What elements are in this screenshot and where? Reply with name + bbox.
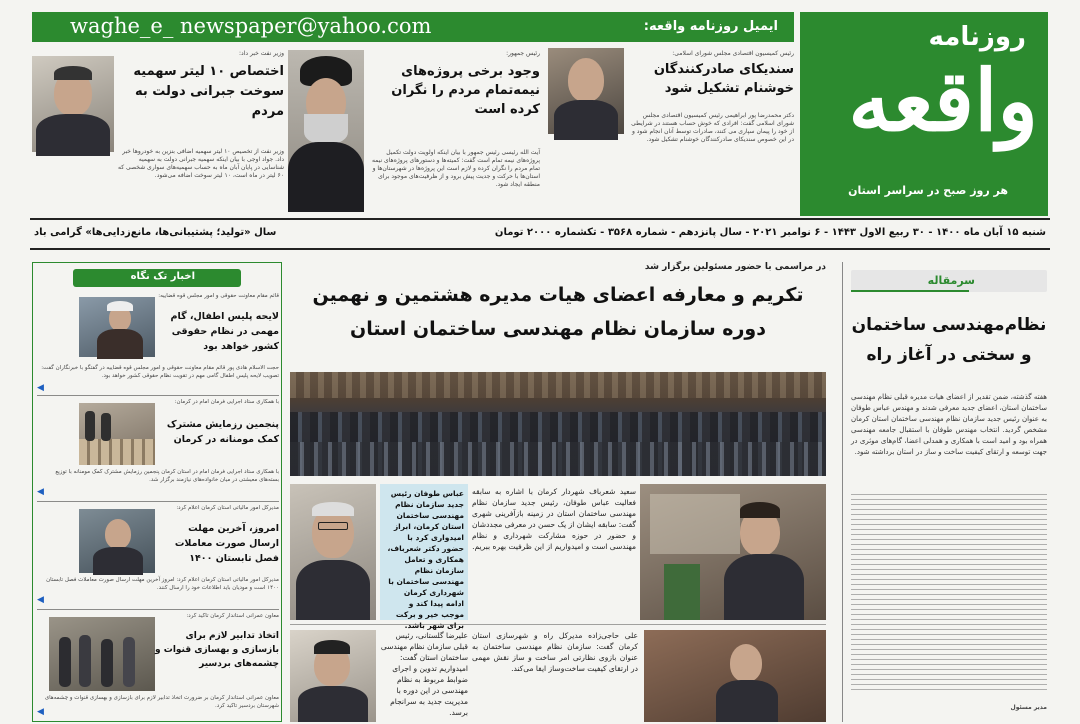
sidebar-divider-1 bbox=[37, 395, 279, 396]
sidebar-item-1-headline[interactable]: لایحه پلیس اطفال، گام مهمی در نظام حقوقی کشور خواهد بود bbox=[170, 311, 279, 352]
email-label: ایمیل روزنامه واقعه: bbox=[643, 19, 778, 34]
sidebar-item-3-body: مدیرکل امور مالیاتی استان کرمان اعلام کرد: امروز آخرین مهلت ارسال صورت معاملات فصل تابستان ۱۴۰۰ است و مودیان باید اطلاعات خود را ارسال کنند. bbox=[46, 577, 279, 591]
sidebar-item-3-kicker: مدیرکل امور مالیاتی استان کرمان اعلام کرد: bbox=[176, 505, 279, 511]
top-story-1-body-extra bbox=[548, 140, 628, 210]
sidebar-item-2-kicker: با همکاری ستاد اجرایی فرمان امام در کرمان: bbox=[174, 399, 279, 405]
editorial-section-label: سرمقاله bbox=[927, 274, 975, 287]
sidebar-item-4-kicker: معاون عمرانی استاندار کرمان تاکید کرد: bbox=[186, 613, 279, 619]
sidebar-title-bar bbox=[73, 269, 241, 287]
lead-story-speaker-photo bbox=[640, 484, 826, 620]
top-story-2 bbox=[370, 48, 540, 216]
sidebar-item-1-kicker: قائم مقام معاونت حقوقی و امور مجلس قوه قضاییه: bbox=[158, 293, 279, 299]
sidebar-title: اخبار تک نگاه bbox=[130, 271, 195, 282]
email-address[interactable]: waghe_e_ newspaper@yahoo.com bbox=[70, 14, 432, 38]
sidebar-item-3 bbox=[155, 505, 279, 577]
top-story-2-headline[interactable]: وجود برخی پروژه‌های نیمه‌تمام مردم را نگران کرده است bbox=[391, 64, 540, 117]
editorial-author: مدیر مسئول bbox=[1010, 704, 1047, 711]
sidebar-item-4-photo bbox=[49, 617, 155, 691]
logo-main-text: واقعه bbox=[848, 51, 1038, 150]
divider-top bbox=[30, 218, 1050, 220]
logo-small-text: روزنامه bbox=[928, 22, 1026, 52]
sidebar-item-1-more-icon[interactable]: ◀ bbox=[37, 383, 44, 393]
lead-story-headline[interactable]: تکریم و معارفه اعضای هیات مدیره هشتمین و نهمین دوره سازمان نظام مهندسی ساختمان استان bbox=[312, 284, 804, 340]
editorial-text-lines bbox=[851, 494, 1047, 694]
sidebar-item-2-headline[interactable]: پنجمین رزمایش مشترک کمک مومنانه در کرمان bbox=[166, 419, 279, 445]
sidebar-item-4-headline[interactable]: اتخاذ تدابیر لازم برای بازسازی و بهسازی قنوات و چشمه‌های بردسیر bbox=[155, 631, 279, 669]
sidebar-item-4-more-icon[interactable]: ◀ bbox=[37, 707, 44, 717]
sidebar-item-1 bbox=[155, 293, 279, 363]
dateline-date: شنبه ۱۵ آبان ماه ۱۴۰۰ - ۳۰ ربیع الاول ۱۴۴۳ - ۶ نوامبر ۲۰۲۱ - سال پانزدهم - شماره ۳۵۶۸ - تکشماره ۲۰۰۰ تومان bbox=[494, 227, 1046, 238]
lead-story-main-photo bbox=[290, 372, 826, 476]
lead-story-quote-box bbox=[380, 484, 468, 630]
lead-story-bottom-left-photo bbox=[290, 630, 376, 722]
sidebar-item-4-body: معاون عمرانی استاندار کرمان بر ضرورت اتخاذ تدابیر لازم برای بازسازی و بهسازی قنوات و چشمه‌های شهرستان بردسیر تاکید کرد. bbox=[44, 695, 279, 709]
divider-bottom bbox=[30, 248, 1050, 250]
sidebar-item-2 bbox=[155, 399, 279, 469]
sidebar-item-4 bbox=[155, 613, 279, 693]
sidebar-item-2-more-icon[interactable]: ◀ bbox=[37, 487, 44, 497]
lead-story-col-1: سعید شعرباف شهردار کرمان با اشاره به سابقه فعالیت عباس طوفان، رئیس جدید سازمان نظام مهندسی ساختمان استان در زمینه بازآفرینی شهری گفت: سابقه ایشان از یک حسن در معرفی مجددشان و حضور در حوزه مشارکت شهرداری و نظام مهندسی است و امیدواریم از این ظرفیت بهره ببریم. bbox=[472, 487, 636, 551]
lead-story-kicker: در مراسمی با حضور مسئولین برگزار شد bbox=[644, 262, 826, 272]
sidebar-item-1-photo bbox=[79, 297, 155, 357]
email-bar bbox=[32, 12, 794, 42]
top-story-3-kicker: وزیر نفت خبر داد: bbox=[239, 50, 284, 57]
top-story-1-headline[interactable]: سندیکای صادرکنندگان خوشنام تشکیل شود bbox=[653, 62, 794, 96]
lead-story-bottom-right-photo bbox=[644, 630, 826, 722]
sidebar-item-3-photo bbox=[79, 509, 155, 573]
sidebar-divider-3 bbox=[37, 609, 279, 610]
lead-divider bbox=[290, 624, 826, 625]
sidebar-item-2-photo bbox=[79, 403, 155, 465]
top-story-1 bbox=[630, 48, 794, 216]
lead-story-col-3: علیرضا گلستانی، رئیس قبلی سازمان نظام مهندسی ساختمان استان گفت: امیدواریم تدوین و اجرای ضوابط مربوط به نظام مهندسی در این دوره با مدیریت جدید به سرانجام برسد. bbox=[380, 631, 468, 717]
lead-story-toufan-photo bbox=[290, 484, 376, 620]
top-story-1-photo bbox=[548, 48, 624, 134]
editorial-headline[interactable]: نظام‌مهندسی ساختمان و سختی در آغاز راه bbox=[851, 315, 1047, 365]
sidebar-divider-2 bbox=[37, 501, 279, 502]
sidebar-item-2-body: با همکاری ستاد اجرایی فرمان امام در استان کرمان پنجمین رزمایش مشترک کمک مومنانه با توزیع بسته‌های معیشتی در میان خانواده‌های نیازمند برگزار شد. bbox=[55, 469, 279, 483]
top-story-3 bbox=[118, 48, 284, 216]
top-story-3-body: وزیر نفت از تخصیص ۱۰ لیتر سهمیه اضافی بنزین به خودروها خبر داد. جواد اوجی با بیان اینکه سهمیه جبرانی دولت به سهمیه شناسایی در پایان آبان ماه به حساب سهمیه‌های سواری شخصی که ۶۰ لیتر در ماه است، ۱۰ لیتر سوخت اضافه می‌شود. bbox=[118, 148, 284, 179]
editorial-body: هفته گذشته، ضمن تقدیر از اعضای هیات مدیره قبلی نظام مهندسی ساختمان استان، اعضای جدید معرفی شدند و مهندس عباس طوفان به عنوان رئیس جدید سازمان نظام مهندسی ساختمان استان کرمان مشخص گردید. انتخاب مهندس طوفان با استقبال جامعه مهندسی همراه بود و امید است با همکاری و همدلی اعضا، گام‌های موثری در جهت توسعه و ارتقای کیفیت ساخت و ساز در استان برداشته شود. bbox=[851, 393, 1047, 456]
top-story-3-headline[interactable]: اختصاص ۱۰ لیتر سهمیه سوخت جبرانی دولت به مردم bbox=[133, 64, 284, 119]
top-story-2-photo bbox=[288, 50, 364, 208]
top-story-1-body: دکتر محمدرضا پور ابراهیمی رئیس کمیسیون اقتصادی مجلس شورای اسلامی گفت: افرادی که خوش حساب هستند در شرایطی از خود را پیمان سپاری می کنند، صادرات توسط آنان انجام شود و در این خصوص سندیکای صادرکنندگان خوشنام تشکیل شود. bbox=[631, 112, 794, 143]
sidebar bbox=[32, 262, 282, 722]
sidebar-item-1-body: حجت الاسلام هادی پور قائم مقام معاونت حقوقی و امور مجلس قوه قضاییه در گفتگو با خبرنگاران گفت: تصویب لایحه پلیس اطفال گامی مهم در تقویت نظام حقوقی کشور خواهد بود. bbox=[41, 365, 279, 379]
editorial-section-tab bbox=[851, 270, 1047, 292]
top-story-1-kicker: رئیس کمیسیون اقتصادی مجلس شورای اسلامی: bbox=[672, 50, 794, 57]
top-story-2-body: آیت الله رئیسی رئیس جمهور با بیان اینکه اولویت دولت تکمیل پروژه‌های نیمه تمام است گفت: کمیته‌ها و دستورهای پروژه‌های نیمه تمام مردم را نگران کرده و لازم است این پروژه‌ها در شهرستان‌ها و استان‌ها با حرکت و جدیت پیش برود و از ظرفیت‌های موجود برای منطقه ایجاد شود. bbox=[371, 149, 540, 188]
editorial-column bbox=[842, 262, 1050, 722]
lead-story-col-4: علی حاجی‌زاده مدیرکل راه و شهرسازی استان کرمان گفت: سازمان نظام مهندسی ساختمان به عنوان بازوی نظارتی امر ساخت و ساز نقش مهمی در ارتقای کیفیت ساخت‌وساز ایفا می‌کند. bbox=[472, 631, 638, 673]
masthead-logo-box bbox=[800, 12, 1048, 216]
top-story-3-photo bbox=[32, 56, 114, 152]
sidebar-item-3-more-icon[interactable]: ◀ bbox=[37, 595, 44, 605]
dateline-slogan: سال «تولید؛ پشتیبانی‌ها، مانع‌زدایی‌ها» گرامی باد bbox=[34, 227, 277, 238]
top-story-2-kicker: رئیس جمهور: bbox=[506, 50, 540, 57]
lead-story-col-2: عباس طوفان رئیس جدید سازمان نظام مهندسی ساختمان استان کرمان، ابراز امیدواری کرد با حضور دکتر شعرباف، همکاری و تعامل سازمان نظام مهندسی ساختمان با شهرداری کرمان ادامه پیدا کند و موجب خیر و برکت برای شهر باشد. bbox=[387, 489, 464, 630]
logo-tagline: هر روز صبح در سراسر استان bbox=[848, 184, 1008, 197]
dateline-bar bbox=[30, 222, 1050, 246]
sidebar-item-3-headline[interactable]: امروز، آخرین مهلت ارسال صورت معاملات فصل تابستان ۱۴۰۰ bbox=[174, 523, 279, 564]
